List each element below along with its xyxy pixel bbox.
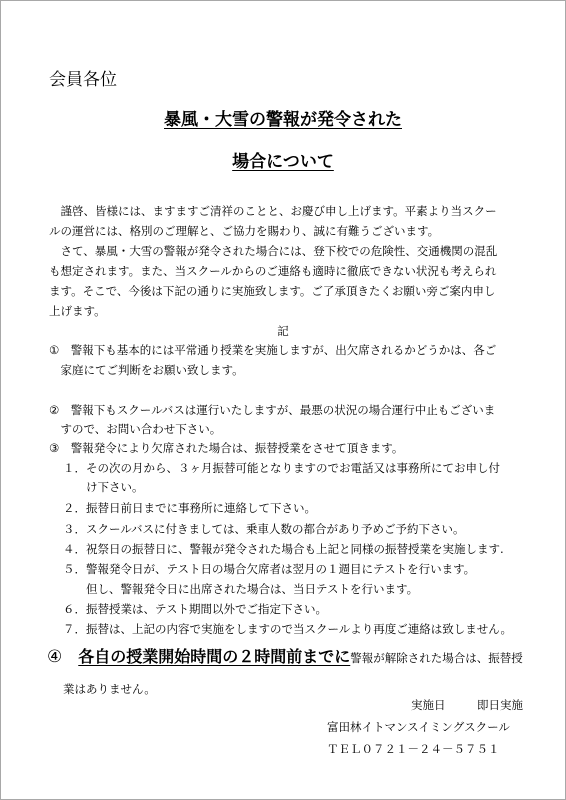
ki-mark: 記 [277, 324, 289, 338]
point-4-number: ④ [47, 647, 63, 667]
effective-date-value: 即日実施 [477, 698, 523, 712]
title-line-1: 暴風・大雪の警報が発令された [164, 110, 402, 130]
title-line-2: 場合について [232, 152, 334, 172]
effective-date-label: 実施日 [411, 698, 446, 712]
intro-line: さて、暴風・大雪の警報が発令された場合には、登下校での危険性、交通機関の混乱 [49, 244, 498, 258]
intro-line: 上げます。 [49, 304, 106, 318]
point-1-line: ① 警報下も基本的には平常通り授業を実施しますが、出欠席されるかどうかは、各ご [49, 343, 497, 357]
point-4-continuation: 業はありません。 [63, 682, 156, 696]
point-3-line: ③ 警報発令により欠席された場合は、振替授業をさせて頂きます。 [49, 441, 404, 455]
sub-item: ６．振替授業は、テスト期間以外でご指定下さい。 [63, 602, 328, 616]
sub-item: け下さい。 [63, 480, 144, 494]
point-2-line: すので、お問い合わせ下さい。 [49, 422, 222, 436]
intro-line: ルの運営には、格別のご理解と、ご協力を賜わり、誠に有難うございます。 [49, 224, 440, 238]
point-2-line: ② 警報下もスクールバスは運行いたしますが、最悪の状況の場合運行中止もございま [49, 403, 496, 417]
school-name: 富田林イトマンスイミングスクール [327, 720, 510, 734]
intro-line: も想定されます。また、当スクールからのご連絡も適時に徹底できない状況も考えられ [49, 264, 497, 278]
intro-line: 謹啓、皆様には、ますますご清祥のことと、お慶び申し上げます。平素より当スクー [49, 204, 497, 218]
sub-item: １．その次の月から、３ヶ月振替可能となりますのでお電話又は事務所にてお申し付 [63, 461, 500, 475]
salutation: 会員各位 [49, 70, 117, 90]
point-4-emphasis: 各自の授業開始時間の２時間前までに [78, 647, 351, 666]
point-4-text: 警報が解除された場合は、振替授 [350, 651, 523, 665]
sub-item: ４．祝祭日の振替日に、警報が発令された場合も上記と同様の振替授業を実施します. [63, 542, 504, 556]
sub-item: ３．スクールバスに付きましては、乗車人数の都合があり予めご予約下さい。 [63, 522, 465, 536]
school-phone: ＴＥＬ０７２１－２４－５７５１ [327, 742, 500, 756]
point-4-line [47, 645, 523, 670]
sub-item: ７．振替は、上記の内容で実施をしますので当スクールより再度ご連絡は致しません。 [63, 622, 512, 636]
sub-item: ２．振替日前日までに事務所に連絡して下さい。 [63, 501, 316, 515]
point-1-line: 家庭にてご判断をお願い致します。 [49, 363, 244, 377]
sub-item: 但し、警報発令日に出席された場合は、当日テストを行います。 [63, 582, 419, 596]
intro-line: ます。そこで、今後は下記の通りに実施致します。ご了承頂きたくお願い旁ご案内申し [49, 284, 496, 298]
sub-item: ５．警報発令日が、テスト日の場合欠席者は翌月の１週目にテストを行います。 [63, 562, 476, 576]
